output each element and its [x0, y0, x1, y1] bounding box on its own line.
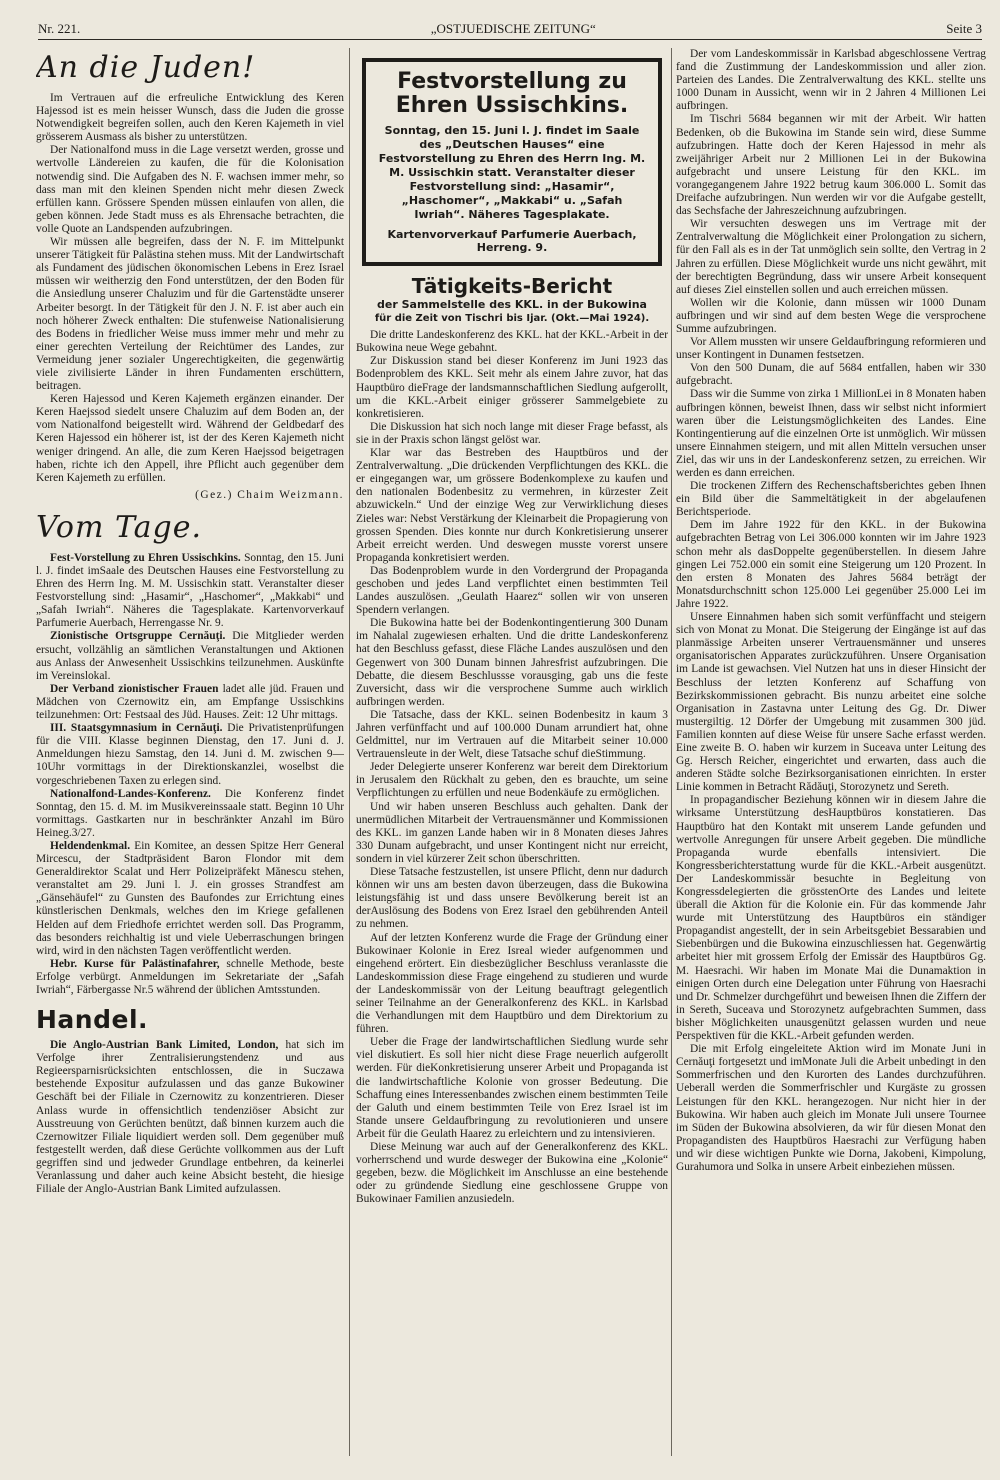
appeal-paragraph: Keren Hajessod und Keren Kajemeth ergänzen einander. Der Keren Haejssod siedelt unsere Chaluzim auf dem Boden an, der vom Nationalfond beigestellt wird. Während der Geldbedarf des Keren Hajessod ein höherer ist, ist der des Keren Kajemeth nicht weniger dringend. An alle, die zum Keren Haejssod beigetragen haben, richte ich den Appell, ihre Pflicht auch gegenüber dem Keren Kajemeth zu erfüllen. — [36, 393, 344, 484]
report-paragraph: Und wir haben unseren Beschluss auch gehalten. Dank der unermüdlichen Mitarbeit der Vertrauensmänner und Kommissionen des KKL. im ganzen Lande haben wir in 8 Monaten dieses Jahres 330 Dunam aufgebracht, und unser Kontingent nicht nur erreicht, sondern in viel kürzerer Zeit schon überschritten. — [356, 800, 668, 865]
report-paragraph: Unsere Einnahmen haben sich somit verfünffacht und steigern sich von Monat zu Monat. Die Steigerung der Eingänge ist auf das planmässige Arbeiten unserer Vertrauensmänner und unseres organisatorischen Apparates zurückzuführen. Unsere Organisation im Lande ist gewachsen. Viel Nutzen hat uns in dieser Hinsicht der Beschluss der letzten Konferenz auf Schaffung von Bezirkskommissionen gebracht. Bis nunzu arbeitet eine solche Organisation in Zastavna unter Leitung des Gg. Dr. Diwer mustergiltig. 12 Dörfer der Umgebung mit zusammen 300 jüd. Familien konnten auf diese Weise für unsere Sache erfasst werden. Eine zweite B. O. haben wir kurzem in Suceava unter Leitung des Gg. Hersch Reicher, eingerichtet und erwarten, dass auch die anderen Städte solche Bezirksorganisationen einrichten. In erster Linie kommen in Betracht Rădăuţi, Storozynetz und Sereth. — [676, 611, 986, 794]
news-item — [36, 840, 344, 958]
report-paragraph: Von den 500 Dunam, die auf 5684 entfallen, haben wir 330 aufgebracht. — [676, 362, 986, 388]
news-item — [36, 683, 344, 722]
report-subtitle: der Sammelstelle des KKL. in der Bukowina — [377, 298, 647, 312]
column-middle — [356, 48, 668, 1468]
report-paragraph: Vor Allem mussten wir unsere Geldaufbringung reformieren und unser Kontingent in Dunamen festsetzen. — [676, 336, 986, 362]
news-item-title: Der Verband zionistischer Frauen — [50, 682, 219, 695]
handel-body: hat sich im Verfolge ihrer Zentralisierungstendenz und aus Regieersparnisrücksichten entschlossen, die in Suczawa bestehende Expositur aufzulassen und das ganze Bukowiner Geschäft bei der Filiale in Czernowitz zu konzentrieren. Dieser Anlass wurde in offensichtlich tendenziöser Absicht zur Ausstreuung von Gerüchten benützt, daß binnen kurzem auch die Czernowitzer Filiale liquidiert werden soll. Dem gegenüber muß festgestellt werden, daß diese Gerüchte vollkommen aus der Luft gegriffen sind und jedweder Grundlage entbehren, da keinerlei Veranlassung und daher auch keine Absicht besteht, die hiesige Filiale der Anglo-Austrian Bank Limited aufzulassen. — [36, 1039, 344, 1196]
handel-headline: Handel. — [36, 1005, 149, 1035]
report-paragraph: Wollen wir die Kolonie, dann müssen wir 1000 Dunam aufbringen und wir sind auf dem besten Wege die versprochene Summe aufzubringen. — [676, 296, 986, 335]
handel-paragraph — [36, 1039, 344, 1196]
column-rule — [671, 48, 672, 1456]
news-item — [36, 958, 344, 997]
report-headline: Tätigkeits-Bericht — [411, 274, 613, 299]
news-item-title: Hebr. Kurse für Palästinafahrer, — [50, 957, 220, 970]
news-item-body: schnelle Methode, beste Erfolge verbürgt. Anmeldungen im Sekretariate der „Safah Iwriah“, Färbergasse Nr.5 während der üblichen Amtsstunden. — [36, 957, 344, 996]
vomtage-headline: Vom Tage. — [36, 509, 203, 545]
report-paragraph: Dem im Jahre 1922 für den KKL. in der Bukowina aufgebrachten Betrag von Lei 306.000 konnten wir im Jahre 1923 schon mehr als dasDoppelte gegenüberstellen. In diesem Jahre gingen Lei 752.000 ein somit eine Steigerung um 120 Prozent. In den ersten 8 Monaten des Jahres 5684 beträgt der Monatsdurchschnitt schon 125.000 Lei gegenüber 25.000 Lei im Jahre 1922. — [676, 519, 986, 610]
news-item-body: Ein Komitee, an dessen Spitze Herr General Mircescu, der Stadtpräsident Baron Flondor mit dem Generaldirektor Scalat und Herr Polizeipräfekt Mănescu stehen, veranstaltet am 29. Juni l. J. ein grosses Strandfest am „Gänsehäufel“ zu Gunsten des Baufondes zur Errichtung eines künstlerischen Denkmals, welches den im Kriege gefallenen Helden auf dem Friedhofe errichtet werden soll. Das Programm, das besonders reichhaltig ist und viele Ueberraschungen bringen wird, wird in den nächsten Tagen veröffentlicht werden. — [36, 839, 344, 957]
news-item-title: III. Staatsgymnasium in Cernăuţi. — [50, 722, 223, 735]
report-paragraph: Die mit Erfolg eingeleitete Aktion wird im Monate Juni in Cernăuţi fortgesetzt und imMonate Juli die Arbeit unbedingt in den Sommerfrischen und den Kurorten des Landes durchzuführen. Ueberall werden die Sommerfrischler und Kurgäste zu grossen Leistungen für den KKL. herangezogen. Nur nicht hier in der Bukowina. Wir haben auch gleich im Monate Juli unsere Tournee im Süden der Bukowina absolvieren, da wir für diesen Monat den Propagandisten des Hauptbüros Haesrachi zur Verfügung haben und wir diese wichtigen Punkte wie Dorna, Jakobeni, Kimpolung, Gurahumora und Solka in unsere Arbeit einbeziehen müssen. — [676, 1043, 986, 1173]
report-paragraph: Die Tatsache, dass der KKL. seinen Bodenbesitz in kaum 3 Jahren verfünffacht und auf 100.000 Dunam arrundiert hat, ohne Geldmittel, nur im Vertrauen auf die Mitarbeit seiner 10.000 Vertrauensleute in der Welt, diese Tatsache schuf dieStimmung. — [356, 708, 668, 761]
advertisement-title: Festvorstellung zu Ehren Ussischkins. — [395, 69, 629, 118]
report-paragraph: Der vom Landeskommissär in Karlsbad abgeschlossene Vertrag fand die Zustimmung der Landeskommission und aller zion. Parteien des Landes. Die Zentralverwaltung des KKL. stellte uns 1000 Dunam in Aussicht, wenn wir in 2 Jahren 4 Millionen Lei aufbringen. — [676, 48, 986, 113]
news-item-body: Sonntag, den 15. Juni l. J. findet imSaale des Deutschen Hauses eine Festvorstellung zu Ehren des Herrn Ing. M. M. Ussischkin statt. Veranstalter dieser Festvorstellung sind: „Hasamir“, „Haschomer“, „Makkabi“ und „Safah Iwriah“. Näheres die Tagesplakate. Kartenvorverkauf Parfumerie Auerbach, Herrengasse Nr. 9. — [36, 551, 344, 630]
appeal-paragraph: Der Nationalfond muss in die Lage versetzt werden, grosse und wertvolle Ländereien zu kaufen, die für die Kolonisation notwendig sind. Die Aufgaben des N. F. wachsen immer mehr, so dass man mit den kleinen Spenden nicht mehr diesen Zweck erfüllen kann. Grössere Spenden müssen einlaufen von allen, die geben können. Jede Stadt muss es als Ehrensache betrachten, die volle Quote an Landspenden aufzubringen. — [36, 144, 344, 235]
news-item — [36, 788, 344, 840]
advertisement-footer: Kartenvorverkauf Parfumerie Auerbach, Herreng. 9. — [387, 228, 637, 255]
appeal-paragraph: Im Vertrauen auf die erfreuliche Entwicklung des Keren Hajessod ist es mein heisser Wunsch, dass die Juden die grosse Notwendigkeit begreifen sollen, auch den Keren Kajemeth in viel grösserem Ausmass als bisher zu unterstützen. — [36, 92, 344, 144]
news-item-title: Zionistische Ortsgruppe Cernăuţi. — [50, 630, 226, 643]
report-paragraph: Die dritte Landeskonferenz des KKL. hat der KKL.-Arbeit in der Bukowina neue Wege gebahnt. — [356, 329, 668, 355]
report-paragraph: Die trockenen Ziffern des Rechenschaftsberichtes geben Ihnen ein Bild über die Sammeltätigkeit in der abgelaufenen Berichtsperiode. — [676, 480, 986, 519]
handel-lead: Die Anglo-Austrian Bank Limited, London, — [50, 1039, 279, 1052]
report-paragraph: Im Tischri 5684 begannen wir mit der Arbeit. Wir hatten Bedenken, ob die Bukowina im Stande sein wird, diese Summe aufzubringen. Hatte doch der Keren Hajessod in mehr als zweijähriger Arbeit nur 2 Millionen Lei in der Bukowina aufgebracht und unsere Leistung für den KKL. im vorangegangenem Jahre 1922 betrug kaum 306.000 L. Somit das Dreifache aufzubringen. Nun werden wir vor die Aufgabe gestellt, das Sechsfache der Jahreszeichnung aufzubringen. — [676, 113, 986, 218]
report-paragraph: Jeder Delegierte unserer Konferenz war bereit dem Direktorium in Jerusalem den Rückhalt zu geben, den es brauchte, um seine Verpflichtungen zu erfüllen und neue Bodenkäufe zu ermöglichen. — [356, 761, 668, 800]
news-item-title: Fest-Vorstellung zu Ehren Ussischkins. — [50, 551, 241, 564]
news-item-title: Heldendenkmal. — [50, 839, 131, 852]
news-item-body: ladet alle jüd. Frauen und Mädchen von Czernowitz ein, am Empfange Ussischkins teilzunehmen: Ort: Festsaal des Jüd. Hauses. Zeit: 12 Uhr mittags. — [36, 682, 344, 722]
column-left — [36, 48, 344, 1468]
report-paragraph: Das Bodenproblem wurde in den Vordergrund der Propaganda geschoben und jedes Land verpflichtet einen bestimmten Teil Landes auszulösen. „Geulath Haarez“ sollen wir von unseren Spendern verlangen. — [356, 564, 668, 617]
report-paragraph: Auf der letzten Konferenz wurde die Frage der Gründung einer Bukowinaer Kolonie in Erez Isreal wieder aufgenommen und eingehend erörtert. Ein diesbezüglicher Beschluss veranlasste die Landeskommission diese Frage eingehend zu studieren und wurde der Landeskommissär von der Leitung beauftragt gelegentlich seiner Teilnahme an der Generalkonferenz des KKL. in Karlsbad die Verhandlungen mit dem Hauptbüro und dem Direktorium zu führen. — [356, 931, 668, 1036]
news-item-title: Nationalfond-Landes-Konferenz. — [50, 787, 211, 800]
report-paragraph: Klar war das Bestreben des Hauptbüros und der Zentralverwaltung. „Die drückenden Verpflichtungen des KKL. die er eingegangen war, um grössere Bodenkomplexe zu kaufen und den nationalen Bodenbesitz zu vermehren, in kürzester Zeit abzuwickeln.“ Und der einzige Weg zur Verwirklichung dieses Zieles war: Nebst Verstärkung der Kleinarbeit die Propagierung von grossen Spenden. Dies konnte nur durch Konkretisierung unserer Arbeit erreicht werden. Und deswegen musste vorerst unsere Propaganda konkretisiert werden. — [356, 447, 668, 564]
report-paragraph: Die Bukowina hatte bei der Bodenkontingentierung 300 Dunam im Nahalal zugewiesen erhalten. Und die dritte Landeskonferenz hat den Beschluss gefasst, diese Fläche Landes auszulösen und den Gegenwert von 300 Dunam binnen Jahresfrist aufzubringen. Die Debatte, die diesem Beschlussse vorausging, gab uns die feste Zuversicht, dass wir die versprochene Summe auch wirklich aufbringen werden. — [356, 617, 668, 708]
report-period: für die Zeit von Tischri bis Ijar. (Okt.—Mai 1924). — [374, 313, 650, 325]
report-paragraph: Dass wir die Summe von zirka 1 MillionLei in 8 Monaten haben aufbringen können, beweist Ihnen, dass wir selbst nicht informiert waren über die Leistungsmöglichkeiten des Landes. Eine Kontingentierung auf die einzelnen Orte ist unmöglich. Wir müssen unsere Einnahmen steigern, und mit allen Mitteln versuchen unser Ziel, das wir uns in der Landeskonferenz setzen, zu erreichen. Wir werden es dann erreichen. — [676, 388, 986, 479]
masthead — [38, 18, 982, 40]
report-paragraph: Die Diskussion hat sich noch lange mit dieser Frage befasst, als sie in der Praxis schon längst gelöst war. — [356, 420, 668, 446]
report-paragraph: Zur Diskussion stand bei dieser Konferenz im Juni 1923 das Bodenproblem des KKL. Seit mehr als einem Jahre zuvor, hat das Hauptbüro dieFrage der landsmannschaftlichen Siedlung aufgerollt, um die KKL.-Arbeit einiger grösserer Sammelgebiete zu konkretisieren. — [356, 355, 668, 420]
signature: (Gez.) Chaim Weizmann. — [195, 488, 344, 501]
appeal-headline: An die Juden! — [36, 50, 256, 85]
advertisement-body: Sonntag, den 15. Juni l. J. findet im Saale des „Deutschen Hauses“ eine Festvorstellung zu Ehren des Herrn Ing. M. M. Ussischkin statt. Veranstalter dieser Festvorstellung sind: „Hasamir“, „Haschomer“, „Makkabi“ u. „Safah Iwriah“. Näheres Tagesplakate. — [378, 124, 646, 221]
news-item — [36, 552, 344, 631]
appeal-paragraph: Wir müssen alle begreifen, dass der N. F. im Mittelpunkt unserer Tätigkeit für Palästina stehen muss. Mit der Landwirtschaft als Fundament des jüdischen ökonomischen Lebens in Erez Israel müssen wir weitherzig den Fond unterstützen, der den Boden für die Ansiedlung unserer Chaluzim und für die Gartenstädte unserer Arbeiter besorgt. In der Tätigkeit für den J. N. F. ist aber auch ein noch höherer Zweck enthalten: Die stufenweise Nationalisierung des Bodens in friedlicher Weise muss immer mehr und mehr zu einer gerechten Verteilung der Reichtümer des Landes, zur Vermeidung jener sozialer Ungerechtigkeiten, die gegenwärtig viele zivilisierte Länder in ihren Fundamenten erschüttern, beitragen. — [36, 236, 344, 393]
page-number: Seite 3 — [946, 21, 982, 36]
report-paragraph: In propagandischer Beziehung können wir in diesem Jahre die wirksame Unterstützung desHauptbüros konstatieren. Das Hauptbüro hat den Kontakt mit unserem Lande gefunden und wertvolle Anregungen für unsere Arbeit gegeben. Die mündliche Propaganda wurde ebenfalls intensiviert. Die Kongressberichterstattung wurde für die KKL.-Arbeit ausgenützt. Der Landeskommissär besuchte in Begleitung von Kongressdelegierten die grösstenOrte des Landes und leitete überall die Aktion für die Kolonie ein. Für das kommende Jahr wurde mit Unterstützung des Hauptbüros ein ständiger Propagandist angestellt, der in sein Arbeitsgebiet Bessarabien und Siebenbürgen und die Bukowina einzuschliessen hat. Gegenwärtig arbeitet hier mit grossem Erfolg der Emissär des Hauptbüros Gg. M. Haesrachi. Wir haben im Monate Mai die Dunamaktion in einigen Orten durch eine Delegation unter Führung von Haesrachi und Dr. Schmelzer durchgeführt und beweisen Ihnen die Ziffern der in Sereth, Suceava und Storozynetz aufgebrachten Summen, dass bisher Möglichkeiten unausgenützt gelassen wurden und neue Perspektiven für die KKL.-Arbeit gefunden werden. — [676, 794, 986, 1043]
report-paragraph: Ueber die Frage der landwirtschaftlichen Siedlung wurde sehr viel diskutiert. Es soll hier nicht diese Frage neuerlich aufgerollt werden. Für dieKonkretisierung unserer Arbeit und Propaganda ist die landwirtschaftliche Kolonie von grosser Bedeutung. Die Schaffung eines Interessenbandes zwischen einem bestimmten Teile der Galuth und einem bestimmten Teile von Erez Israel ist im Stande unsere Geldaufbringung zu revolutionieren und unsere Arbeit für die Geulath Haarez zu erleichtern und zu intensivieren. — [356, 1036, 668, 1140]
news-item-body: Die Privatistenprüfungen für die VIII. Klasse beginnen Dienstag, den 17. Juni d. J. Anmeldungen hiezu Samstag, den 14. Juni d. M. zwischen 9—10Uhr vormittags in der Direktionskanzlei, woselbst die vorgeschriebenen Taxen zu erlegen sind. — [36, 722, 344, 787]
report-paragraph: Wir versuchten deswegen uns im Vertrage mit der Zentralverwaltung die Möglichkeit einer Prolongation zu sichern, für den Fall als es in der Tat unmöglich sein sollte, den Vertrag in 2 Jahren zu erfüllen. Diese Möglichkeit wurde uns nicht gewährt, mit der berechtigten Begründung, dass wir unsere Arbeit konsequent auf dieses Ziel einstellen sollen und auch erreichen müssen. — [676, 218, 986, 296]
issue-number: Nr. 221. — [38, 21, 81, 36]
column-rule — [349, 48, 350, 1456]
report-paragraph: Diese Meinung war auch auf der Generalkonferenz des KKL. vorherrschend und wurde desweger der Bukowina eine „Kolonie“ gegeben, bezw. die Möglichkeit im Anschlusse an eine bestehende oder zu gründende Siedlung eine geschlossene Gruppe von Bukowinaer Familien anzusiedeln. — [356, 1141, 668, 1206]
column-right — [676, 48, 986, 1468]
news-item — [36, 722, 344, 787]
news-item-body: Die Mitglieder werden ersucht, vollzählig an sämtlichen Veranstaltungen und Aktionen aus Anlass der Anwesenheit Ussischkins teilzunehmen. Auskünfte im Vereinslokal. — [36, 630, 344, 682]
newspaper-title: „OSTJUEDISCHE ZEITUNG“ — [430, 21, 596, 36]
advertisement-box — [362, 58, 662, 266]
report-paragraph: Diese Tatsache festzustellen, ist unsere Pflicht, denn nur dadurch können wir uns am besten davon überzeugen, dass die Bukowina leistungsfähig ist und dass unsere Bevölkerung bereit ist an derAuslösung des Bodens von Erez Israel den gebührenden Anteil zu nehmen. — [356, 866, 668, 931]
news-item-body: Die Konferenz findet Sonntag, den 15. d. M. im Musikvereinssaale statt. Beginn 10 Uhr vormittags. Gastkarten nur in beschränkter Anzahl im Büro Heineg.3/27. — [36, 787, 344, 839]
news-item — [36, 630, 344, 682]
